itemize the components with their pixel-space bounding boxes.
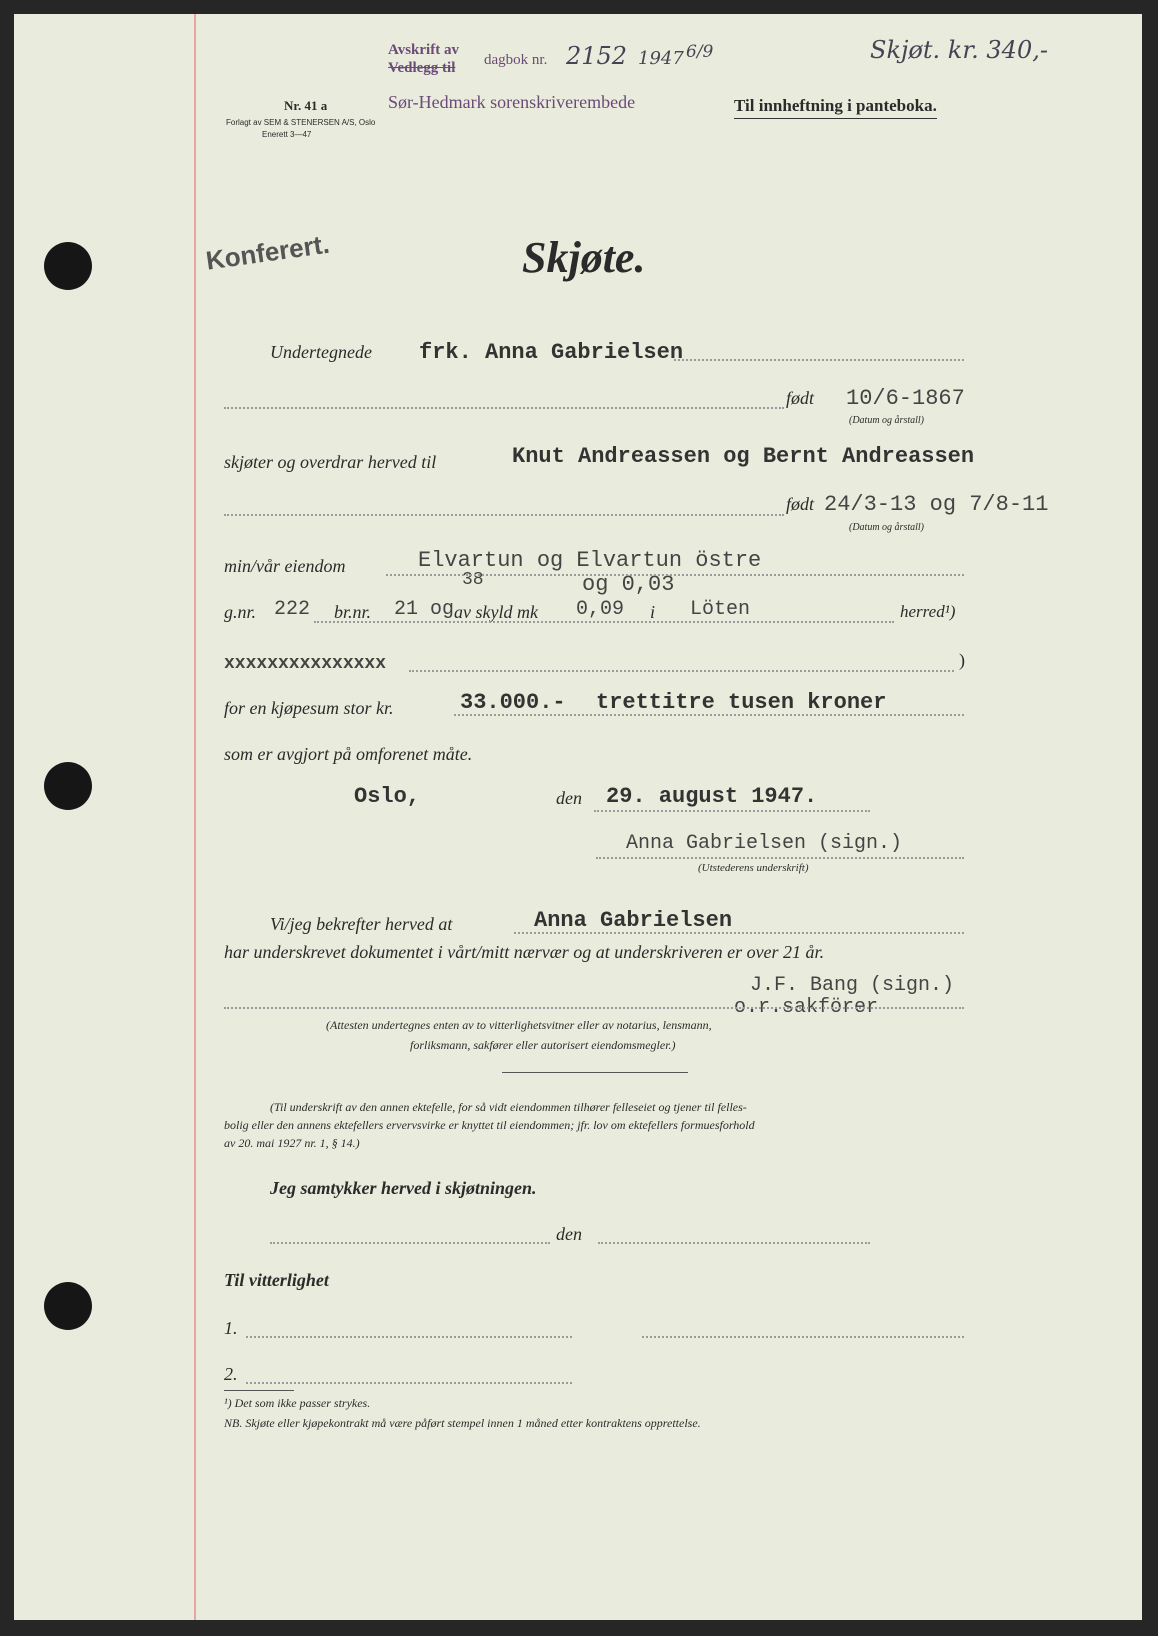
transfer-label: skjøter og overdrar herved til	[224, 452, 437, 472]
datum-caption: (Datum og årstall)	[849, 415, 924, 426]
konferert-stamp: Konferert.	[204, 228, 332, 276]
den-label: den	[556, 788, 582, 808]
dagbok-number: 2152	[566, 42, 628, 70]
witness-intro: Vi/jeg bekrefter herved at	[270, 914, 453, 934]
witness-1-line	[246, 1336, 572, 1338]
til-vitterlighet: Til vitterlighet	[224, 1270, 329, 1290]
kjopesum-label: for en kjøpesum stor kr.	[224, 698, 394, 718]
seller-birth: 10/6-1867	[846, 386, 965, 411]
document-page	[14, 14, 1142, 1620]
witness-person: Anna Gabrielsen	[534, 908, 733, 933]
paren-close: )	[959, 650, 965, 670]
issuer-signature: Anna Gabrielsen (sign.)	[626, 832, 903, 855]
attestor-signature: J.F. Bang (sign.)	[750, 974, 955, 997]
fill-line	[386, 574, 964, 576]
witness-1-label: 1.	[224, 1318, 238, 1338]
top-right-note: Skjøt. kr. 340,-	[870, 36, 1048, 64]
fill-line	[224, 1007, 964, 1009]
gnr-label: g.nr.	[224, 602, 257, 622]
attest-note: forliksmann, sakfører eller autorisert eiendomsmegler.)	[410, 1038, 676, 1052]
fill-line	[224, 407, 784, 409]
witness-1-line	[642, 1336, 964, 1338]
i-label: i	[650, 602, 656, 622]
stamp-office: Sør-Hedmark sorenskriverembede	[388, 92, 636, 112]
separator	[502, 1072, 688, 1073]
punch-hole	[44, 242, 92, 290]
fill-line	[224, 514, 784, 516]
price-words: trettitre tusen kroner	[596, 690, 887, 715]
attestor-title: o.r.sakförer	[734, 996, 879, 1019]
datum-caption: (Datum og årstall)	[849, 522, 924, 533]
gnr-value: 222	[274, 598, 311, 621]
undertegnede-label: Undertegnede	[270, 342, 372, 362]
stamp-vedlegg: Vedlegg til	[388, 60, 456, 76]
consent-text: Jeg samtykker herved i skjøtningen.	[270, 1178, 537, 1198]
fill-line	[409, 670, 954, 672]
stamp-avskrift: Avskrift av	[388, 42, 459, 58]
fill-line	[454, 714, 964, 716]
witness-2-line	[246, 1382, 572, 1384]
date-signed: 29. august 1947.	[606, 784, 818, 809]
herred-label: herred¹)	[900, 602, 956, 621]
omforenet-text: som er avgjort på omforenet måte.	[224, 744, 473, 764]
footnote-nb: NB. Skjøte eller kjøpekontrakt må være påført stempel innen 1 måned etter kontraktens opprettelse.	[224, 1416, 701, 1430]
witness-statement: har underskrevet dokumentet i vårt/mitt nærvær og at underskriveren er over 21 år.	[224, 942, 825, 962]
eiendom-label: min/vår eiendom	[224, 556, 346, 576]
punch-hole	[44, 762, 92, 810]
place: Oslo,	[354, 784, 421, 809]
document-title: Skjøte.	[522, 233, 646, 282]
property-name: Elvartun og Elvartun östre	[418, 548, 762, 573]
brnr-label: br.nr.	[334, 602, 372, 622]
fill-line	[514, 932, 964, 934]
dagbok-year: 1947	[638, 48, 684, 69]
dagbok-date: 6/9	[686, 42, 714, 62]
filing-note: Til innheftning i panteboka.	[734, 96, 937, 119]
spouse-note: bolig eller den annens ektefellers ervervsvirke er knyttet til eiendommen; jfr. lov om ektefellers formuesforhold	[224, 1118, 755, 1132]
fill-line	[314, 621, 894, 623]
margin-line	[194, 14, 196, 1620]
issuer-caption: (Utstederens underskrift)	[698, 862, 809, 874]
witness-2-label: 2.	[224, 1364, 238, 1384]
seller-name: frk. Anna Gabrielsen	[419, 340, 684, 365]
brnr-value: 21 og	[394, 598, 455, 621]
fill-line	[594, 810, 870, 812]
fill-line	[270, 1242, 550, 1244]
buyers-names: Knut Andreassen og Bernt Andreassen	[512, 444, 975, 469]
buyers-fodt-label: født	[786, 494, 815, 514]
stamp-dagbok: dagbok nr.	[484, 52, 548, 68]
property-bnr-extra: 38	[462, 570, 484, 590]
fodt-label: født	[786, 388, 815, 408]
spouse-note: (Til underskrift av den annen ektefelle, for så vidt eiendommen tilhører felleseiet og tjener til felles-	[270, 1100, 747, 1114]
fill-line	[598, 1242, 870, 1244]
consent-den-label: den	[556, 1224, 582, 1244]
crossed-line: xxxxxxxxxxxxxxx	[224, 654, 387, 674]
spouse-note: av 20. mai 1927 nr. 1, § 14.)	[224, 1136, 360, 1150]
skyld-value: 0,09	[576, 598, 625, 621]
punch-hole	[44, 1282, 92, 1330]
form-number: Nr. 41 a	[284, 98, 328, 113]
publisher-line: Enerett 3—47	[262, 130, 312, 139]
price-value: 33.000.-	[460, 690, 566, 715]
attest-note: (Attesten undertegnes enten av to vitterlighetsvitner eller av notarius, lensmann,	[326, 1018, 712, 1032]
fill-line	[674, 359, 964, 361]
footnote-1: ¹) Det som ikke passer strykes.	[224, 1396, 371, 1410]
property-skyld-extra: og 0,03	[582, 572, 675, 597]
skyld-label: av skyld mk	[454, 602, 538, 622]
fill-line	[596, 857, 964, 859]
publisher-line: Forlagt av SEM & STENERSEN A/S, Oslo	[226, 118, 376, 127]
municipality: Löten	[690, 598, 751, 621]
footnote-rule	[224, 1390, 294, 1391]
buyers-birth: 24/3-13 og 7/8-11	[824, 492, 1049, 517]
